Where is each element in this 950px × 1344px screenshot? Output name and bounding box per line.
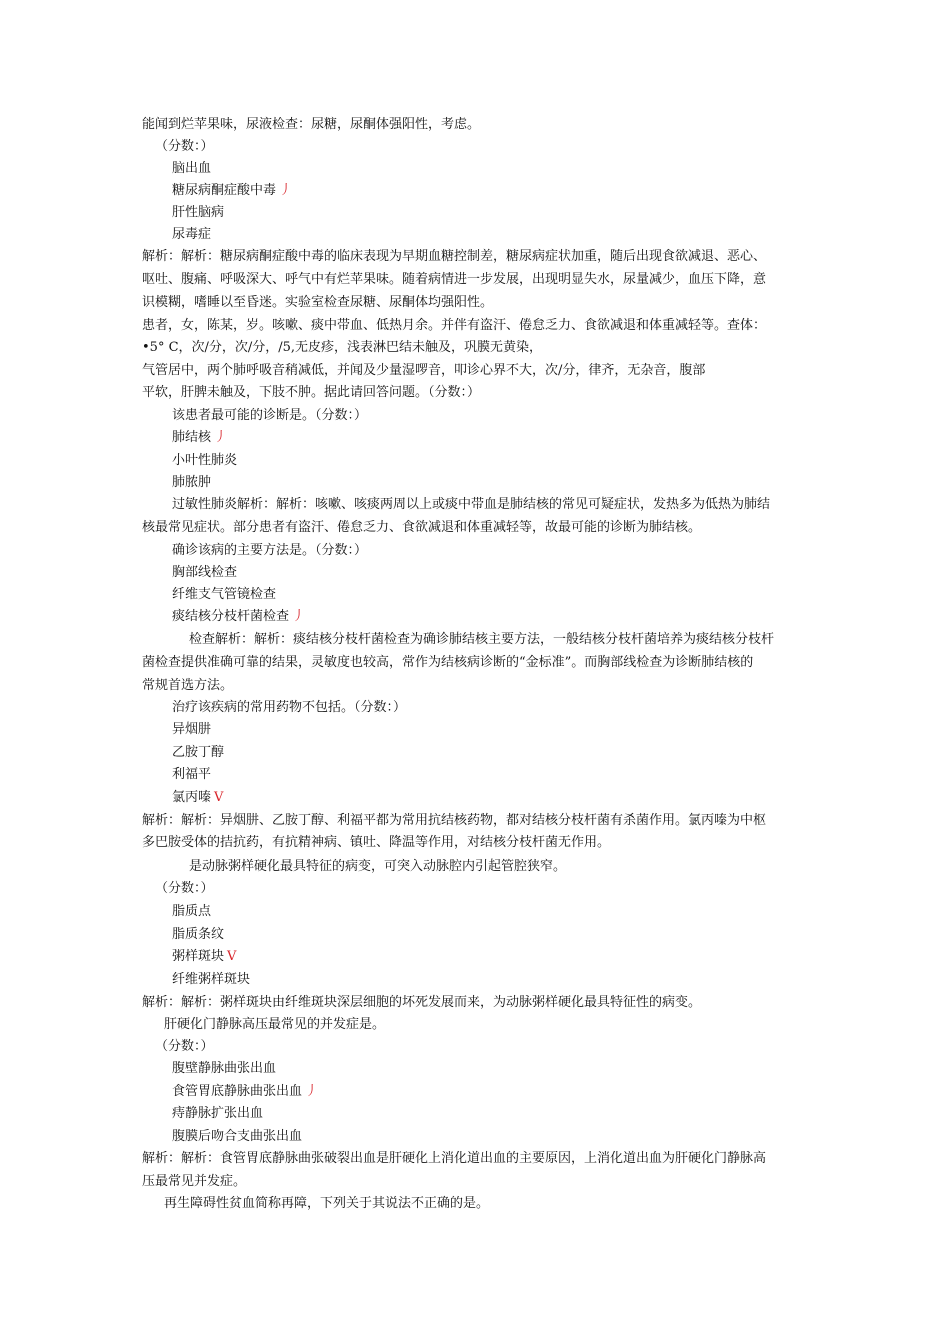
option-correct	[172, 1081, 318, 1103]
option-correct	[172, 606, 305, 628]
question-text: 该患者最可能的诊断是。（分数：）	[172, 408, 368, 423]
question-text: 确诊该病的主要方法是。（分数：）	[172, 543, 368, 558]
check-mark-icon: 丿	[279, 183, 293, 198]
option-correct	[172, 427, 227, 449]
score-label: （分数：）	[155, 1039, 214, 1054]
option-text: 糖尿病酮症酸中毒	[172, 183, 277, 198]
option: 纤维支气管镜检查	[172, 587, 277, 602]
check-mark-icon: V	[227, 949, 237, 964]
analysis-text: 识模糊，嗜睡以至昏迷。实验室检查尿糖、尿酮体均强阳性。	[142, 295, 494, 310]
analysis-text: 解析：解析：糖尿病酮症酸中毒的临床表现为早期血糖控制差，糖尿病症状加重，随后出现食欲减退、恶心、	[142, 249, 767, 264]
option: 肝性脑病	[172, 205, 225, 220]
analysis-text: 压最常见并发症。	[142, 1174, 247, 1189]
option: 腹壁静脉曲张出血	[172, 1061, 277, 1076]
question-text: 肝硬化门静脉高压最常见的并发症是。	[164, 1017, 386, 1032]
option-text: 氯丙嗪	[172, 790, 212, 805]
analysis-text: 呕吐、腹痛、呼吸深大、呼气中有烂苹果味。随着病情进一步发展，出现明显失水，尿量减少，血压下降，意	[142, 272, 767, 287]
option-correct	[172, 946, 236, 968]
option-text: 食管胃底静脉曲张出血	[172, 1084, 303, 1099]
analysis-text: 核最常见症状。部分患者有盗汗、倦怠乏力、食欲减退和体重减轻等，故最可能的诊断为肺结核。	[142, 520, 702, 535]
option: 胸部线检查	[172, 565, 238, 580]
check-mark-icon: 丿	[305, 1084, 319, 1099]
analysis-text: 菌检查提供准确可靠的结果，灵敏度也较高，常作为结核病诊断的“金标准”。而胸部线检查为诊断肺结核的	[142, 655, 754, 670]
text-line: 能闻到烂苹果味，尿液检查：尿糖，尿酮体强阳性，考虑。	[142, 117, 481, 132]
option: 异烟肼	[172, 722, 212, 737]
option: 肺脓肿	[172, 475, 212, 490]
case-text: 气管居中，两个肺呼吸音稍减低，并闻及少量湿啰音，叩诊心界不大，次/分，律齐，无杂音，腹部	[142, 363, 706, 378]
option: 利福平	[172, 767, 212, 782]
case-text: •5° C，次/分，次/分，/5,无皮疹，浅表淋巴结未触及，巩膜无黄染，	[142, 340, 543, 355]
option: 尿毒症	[172, 227, 212, 242]
option: 脂质点	[172, 904, 212, 919]
option: 纤维粥样斑块	[172, 972, 251, 987]
score-label: （分数：）	[155, 881, 214, 896]
option: 乙胺丁醇	[172, 745, 225, 760]
option-correct	[172, 787, 223, 809]
case-text: 患者，女，陈某，岁。咳嗽、痰中带血、低热月余。并伴有盗汗、倦怠乏力、食欲减退和体重减轻等。查体：	[142, 318, 767, 333]
analysis-text: 多巴胺受体的拮抗药，有抗精神病、镇吐、降温等作用，对结核分枝杆菌无作用。	[142, 835, 611, 850]
analysis-text: 解析：解析：异烟肼、乙胺丁醇、利福平都为常用抗结核药物，都对结核分枝杆菌有杀菌作用。氯丙嗪为中枢	[142, 813, 767, 828]
question-text: 是动脉粥样硬化最具特征的病变，可突入动脉腔内引起管腔狭窄。	[189, 859, 567, 874]
question-text: 治疗该疾病的常用药物不包括。（分数：）	[172, 700, 407, 715]
score-label: （分数：）	[155, 139, 214, 154]
analysis-text: 检查解析：解析：痰结核分枝杆菌检查为确诊肺结核主要方法，一般结核分枝杆菌培养为痰结核分枝杆	[189, 632, 775, 647]
check-mark-icon: 丿	[214, 430, 228, 445]
analysis-text: 解析：解析：食管胃底静脉曲张破裂出血是肝硬化上消化道出血的主要原因，上消化道出血为肝硬化门静脉高	[142, 1151, 767, 1166]
question-text: 再生障碍性贫血简称再障，下列关于其说法不正确的是。	[164, 1196, 490, 1211]
analysis-text: 解析：解析：粥样斑块由纤维斑块深层细胞的坏死发展而来，为动脉粥样硬化最具特征性的病变。	[142, 995, 702, 1010]
option: 痔静脉扩张出血	[172, 1106, 264, 1121]
check-mark-icon: 丿	[292, 609, 306, 624]
analysis-text: 过敏性肺炎解析：解析：咳嗽、咳痰两周以上或痰中带血是肺结核的常见可疑症状，发热多为低热为肺结	[172, 497, 771, 512]
option: 小叶性肺炎	[172, 453, 238, 468]
check-mark-icon: V	[214, 790, 224, 805]
option-text: 痰结核分枝杆菌检查	[172, 609, 290, 624]
case-text: 平软，肝脾未触及，下肢不肿。据此请回答问题。（分数：）	[142, 385, 481, 400]
option: 脑出血	[172, 161, 212, 176]
option-text: 肺结核	[172, 430, 212, 445]
analysis-text: 常规首选方法。	[142, 678, 234, 693]
option: 脂质条纹	[172, 927, 225, 942]
option-text: 粥样斑块	[172, 949, 225, 964]
option: 腹膜后吻合支曲张出血	[172, 1129, 303, 1144]
option-correct	[172, 180, 292, 202]
